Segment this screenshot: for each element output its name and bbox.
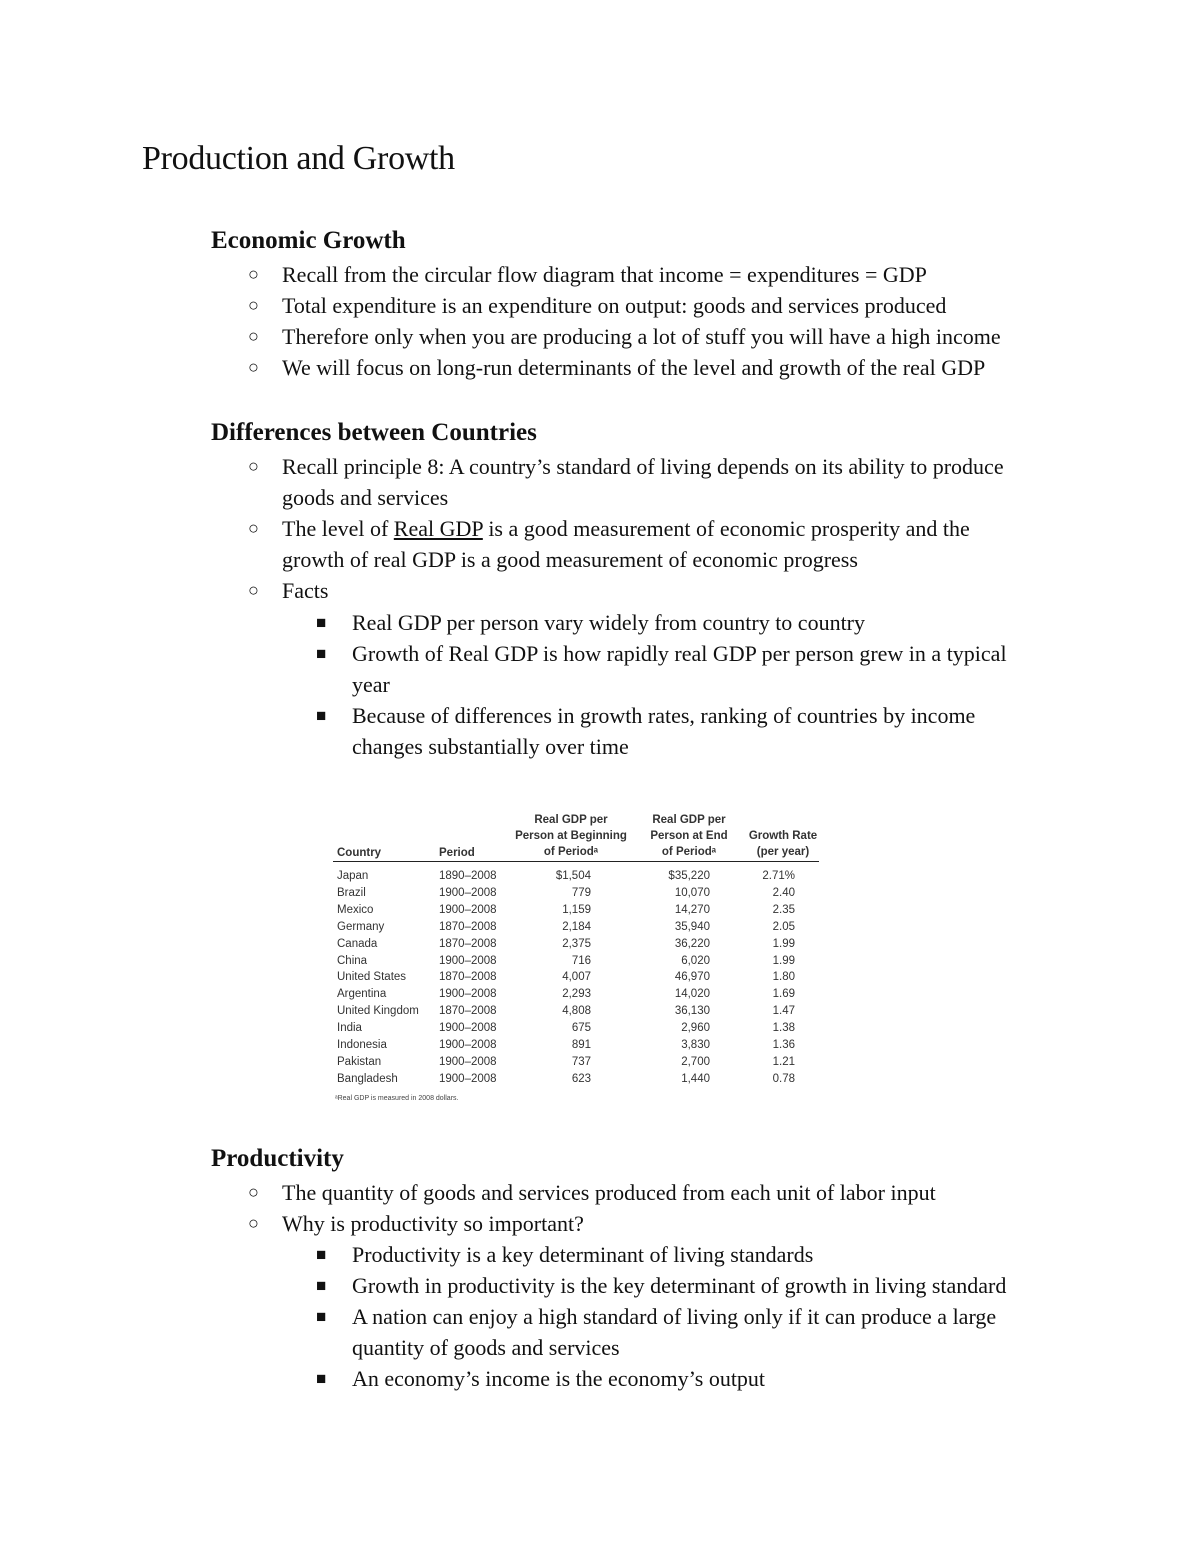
section-heading-productivity: Productivity: [211, 1145, 344, 1172]
real-gdp-underlined-term: Real GDP: [393, 516, 483, 541]
cell-begin-gdp: $1,504: [555, 870, 591, 882]
cell-growth-rate: 2.40: [772, 886, 795, 899]
list-item-text-continued: goods and services: [282, 485, 449, 510]
hollow-circle-bullet-icon: ○: [248, 357, 259, 377]
list-item-text: Total expenditure is an expenditure on output: goods and services produced: [282, 293, 947, 318]
square-bullet-icon: ■: [316, 1245, 327, 1264]
cell-period: 1890–2008: [439, 870, 497, 882]
cell-growth-rate: 2.35: [772, 903, 795, 916]
gdp-growth-table: [333, 810, 823, 1110]
cell-country: China: [337, 954, 368, 967]
cell-end-gdp: 46,970: [674, 971, 710, 984]
cell-period: 1900–2008: [439, 1055, 497, 1068]
cell-growth-rate: 1.80: [772, 971, 795, 984]
table-footnote: ᵃReal GDP is measured in 2008 dollars.: [335, 1095, 459, 1102]
hollow-circle-bullet-icon: ○: [248, 326, 259, 346]
hollow-circle-bullet-icon: ○: [248, 518, 259, 538]
cell-period: 1870–2008: [439, 971, 497, 984]
section-heading-economic-growth: Economic Growth: [211, 227, 406, 254]
list-item-text: Growth of Real GDP is how rapidly real GDP per person grew in a typical: [352, 641, 1007, 666]
cell-begin-gdp: 2,375: [562, 937, 591, 950]
square-bullet-icon: ■: [316, 1276, 327, 1295]
hollow-circle-bullet-icon: ○: [248, 264, 259, 284]
list-item-text: A nation can enjoy a high standard of living only if it can produce a large: [352, 1304, 997, 1329]
cell-period: 1900–2008: [439, 1072, 497, 1085]
hollow-circle-bullet-icon: ○: [248, 295, 259, 315]
cell-period: 1900–2008: [439, 954, 497, 967]
header-divider: [333, 861, 819, 862]
cell-end-gdp: 10,070: [674, 886, 710, 899]
cell-end-gdp: 2,960: [681, 1022, 710, 1035]
cell-country: Canada: [337, 937, 378, 950]
hollow-circle-bullet-icon: ○: [248, 456, 259, 476]
list-item-text-continued: year: [352, 672, 390, 697]
cell-begin-gdp: 675: [571, 1022, 591, 1035]
cell-period: 1900–2008: [439, 1039, 497, 1051]
list-item-text: Facts: [282, 578, 329, 603]
cell-growth-rate: 1.38: [772, 1022, 795, 1035]
cell-end-gdp: 14,270: [674, 903, 710, 916]
cell-country: Japan: [337, 870, 369, 882]
column-header-end: Real GDP per Person at End of Periodᵃ: [650, 814, 728, 858]
cell-end-gdp: 3,830: [681, 1039, 710, 1051]
cell-country: Mexico: [337, 903, 374, 916]
cell-end-gdp: 6,020: [681, 954, 710, 967]
cell-begin-gdp: 716: [571, 954, 591, 967]
cell-begin-gdp: 2,293: [562, 988, 591, 1001]
cell-country: Brazil: [337, 886, 366, 899]
cell-country: Argentina: [337, 988, 387, 1001]
cell-country: India: [337, 1022, 362, 1035]
column-header-country: Country: [337, 847, 382, 859]
cell-begin-gdp: 891: [571, 1039, 591, 1051]
list-item-text: An economy’s income is the economy’s output: [352, 1366, 766, 1391]
cell-begin-gdp: 1,159: [562, 903, 591, 916]
section-heading-differences-between-countries: Differences between Countries: [211, 419, 537, 446]
cell-period: 1900–2008: [439, 988, 497, 1001]
cell-growth-rate: 1.69: [772, 988, 795, 1001]
cell-period: 1900–2008: [439, 886, 497, 899]
list-item-text: Therefore only when you are producing a lot of stuff you will have a high income: [282, 324, 1001, 349]
cell-begin-gdp: 737: [571, 1055, 591, 1068]
cell-growth-rate: 0.78: [772, 1072, 795, 1085]
page-title: Production and Growth: [142, 140, 455, 177]
column-header-begin: Real GDP per Person at Beginning of Periodᵃ: [515, 814, 627, 858]
cell-end-gdp: 1,440: [681, 1072, 710, 1085]
square-bullet-icon: ■: [316, 644, 327, 663]
cell-growth-rate: 1.47: [772, 1005, 795, 1018]
square-bullet-icon: ■: [316, 613, 327, 632]
hollow-circle-bullet-icon: ○: [248, 1182, 259, 1202]
cell-country: United States: [337, 971, 407, 984]
list-item-text: Why is productivity so important?: [282, 1211, 584, 1236]
list-item-text: Recall from the circular flow diagram that income = expenditures = GDP: [282, 262, 927, 287]
list-item-text: We will focus on long-run determinants of the level and growth of the real GDP: [282, 355, 986, 380]
list-item-text: Recall principle 8: A country’s standard of living depends on its ability to produce: [282, 454, 1004, 479]
cell-period: 1870–2008: [439, 920, 497, 933]
column-header-period: Period: [439, 847, 475, 859]
cell-end-gdp: 35,940: [674, 920, 710, 933]
cell-period: 1900–2008: [439, 903, 497, 916]
list-item-text: Because of differences in growth rates, ranking of countries by income: [352, 703, 976, 728]
cell-begin-gdp: 2,184: [562, 920, 591, 933]
cell-growth-rate: 1.36: [772, 1039, 795, 1051]
cell-end-gdp: 36,220: [674, 937, 710, 950]
cell-begin-gdp: 4,007: [562, 971, 591, 984]
cell-growth-rate: 2.71%: [762, 870, 795, 882]
cell-country: Bangladesh: [337, 1072, 398, 1085]
list-item-text: Productivity is a key determinant of living standards: [352, 1242, 814, 1267]
list-item-text: Real GDP per person vary widely from country to country: [352, 610, 866, 635]
hollow-circle-bullet-icon: ○: [248, 1213, 259, 1233]
list-item-text: The level of Real GDP is a good measurement of economic prosperity and the: [282, 516, 970, 541]
cell-country: Indonesia: [337, 1039, 387, 1051]
cell-begin-gdp: 779: [571, 886, 591, 899]
cell-period: 1870–2008: [439, 1005, 497, 1018]
square-bullet-icon: ■: [316, 706, 327, 725]
cell-begin-gdp: 623: [571, 1072, 591, 1085]
cell-country: United Kingdom: [337, 1005, 419, 1018]
cell-end-gdp: $35,220: [668, 870, 710, 882]
list-item-text: Growth in productivity is the key determinant of growth in living standard: [352, 1273, 1007, 1298]
cell-begin-gdp: 4,808: [562, 1005, 591, 1018]
cell-end-gdp: 36,130: [674, 1005, 710, 1018]
cell-growth-rate: 2.05: [772, 920, 795, 933]
column-header-growth-rate: Growth Rate (per year): [748, 830, 818, 858]
square-bullet-icon: ■: [316, 1369, 327, 1388]
list-item-text-continued: quantity of goods and services: [352, 1335, 620, 1360]
cell-growth-rate: 1.21: [772, 1055, 795, 1068]
cell-end-gdp: 14,020: [674, 988, 710, 1001]
cell-period: 1870–2008: [439, 937, 497, 950]
cell-end-gdp: 2,700: [681, 1055, 710, 1068]
hollow-circle-bullet-icon: ○: [248, 580, 259, 600]
cell-country: Pakistan: [337, 1055, 382, 1068]
cell-growth-rate: 1.99: [772, 937, 795, 950]
cell-country: Germany: [337, 920, 385, 933]
list-item-text: The quantity of goods and services produced from each unit of labor input: [282, 1180, 936, 1205]
list-item-text-continued: changes substantially over time: [352, 734, 629, 759]
cell-period: 1900–2008: [439, 1022, 497, 1035]
square-bullet-icon: ■: [316, 1307, 327, 1326]
cell-growth-rate: 1.99: [772, 954, 795, 967]
list-item-text-continued: growth of real GDP is a good measurement of economic progress: [282, 547, 858, 572]
